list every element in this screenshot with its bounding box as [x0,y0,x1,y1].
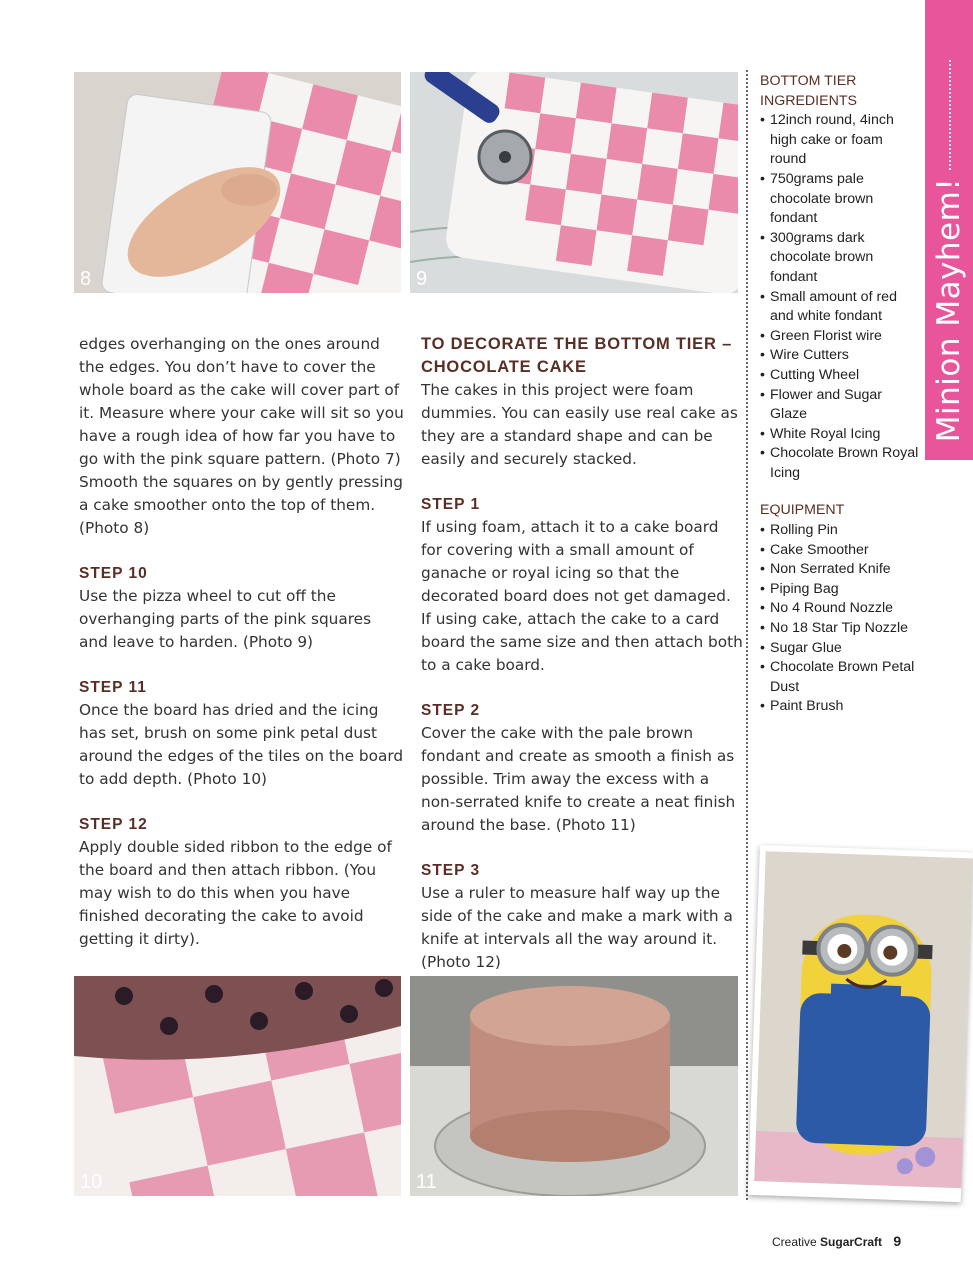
list-item: • 300grams dark chocolate brown fondant [760,229,920,288]
photo-9-illustration [410,72,738,293]
footer-brand: SugarCraft [820,1235,883,1249]
photo-number: 11 [416,1171,437,1193]
column-divider [746,70,748,1200]
list-item: • Cutting Wheel [760,366,920,386]
equipment-title: EQUIPMENT [760,502,845,519]
photo-8-smoothing-squares [74,72,401,293]
list-item: • 12inch round, 4inch high cake or foam round [760,111,920,170]
list-item: • White Royal Icing [760,425,920,445]
minion-illustration [754,851,973,1188]
step-3-text: Use a ruler to measure half way up the side of the cake and make a mark with a knife at intervals all the way around it. (Photo 12) [421,884,733,971]
step-1-text: If using foam, attach it to a cake board for covering with a small amount of ganache or royal icing so that the decorated board does not get damaged. If using cake, attach the cake to a card board the same size and then attach both to a cake board. [421,518,743,674]
photo-9-cutting-overhang [410,72,738,293]
article-column-left [79,333,404,951]
minion-photo [748,845,973,1202]
photo-10-illustration [74,976,401,1196]
section-heading: TO DECORATE THE BOTTOM TIER – CHOCOLATE CAKE [421,335,733,376]
list-item: • Piping Bag [760,580,920,600]
list-item: • Flower and Sugar Glaze [760,386,920,425]
list-item: • Rolling Pin [760,521,920,541]
tab-dotted-line [949,60,951,170]
footer-prefix: Creative [772,1235,817,1249]
ingredients-title-line-2: INGREDIENTS [760,92,857,109]
list-item: • No 4 Round Nozzle [760,599,920,619]
step-2-title: STEP 2 [421,702,481,719]
list-item: • Sugar Glue [760,639,920,659]
sidebar-ingredients [760,72,920,717]
section-tab [925,0,973,460]
list-item: • Green Florist wire [760,327,920,347]
ingredients-list [760,111,920,483]
minion-image [754,851,973,1188]
list-item: • Cake Smoother [760,541,920,561]
equipment-list [760,521,920,717]
list-item: • 750grams pale chocolate brown fondant [760,170,920,229]
step-2-text: Cover the cake with the pale brown fondant and create as smooth a finish as possible. Trim away the excess with a non-serrated knife to create a neat finish around the base. (Photo 11) [421,724,736,834]
photo-11-illustration [410,976,738,1196]
page-footer [772,1233,901,1249]
photo-11-covered-cake [410,976,738,1196]
list-item: • Wire Cutters [760,346,920,366]
list-item: • Chocolate Brown Petal Dust [760,658,920,697]
step-12-text: Apply double sided ribbon to the edge of the board and then attach ribbon. (You may wish to do this when you have finished decorating the cake to avoid getting it dirty). [79,838,392,948]
list-item: • No 18 Star Tip Nozzle [760,619,920,639]
page-number: 9 [893,1233,902,1249]
step-11-text: Once the board has dried and the icing has set, brush on some pink petal dust around the edges of the tiles on the board to add depth. (Photo 10) [79,701,404,788]
photo-number: 9 [416,268,428,290]
step-12-title: STEP 12 [79,816,148,833]
article-column-middle [421,333,743,974]
list-item: • Small amount of red and white fondant [760,288,920,327]
step-11-title: STEP 11 [79,679,147,696]
step-3-title: STEP 3 [421,862,481,879]
photo-number: 8 [80,268,92,290]
photo-number: 10 [80,1171,103,1193]
list-item: • Non Serrated Knife [760,560,920,580]
paragraph-intro: edges overhanging on the ones around the edges. You don’t have to cover the whole board as the cake will cover part of it. Measure where your cake will sit so you have a rough idea of how far you have to go with the pink square pattern. (Photo 7) Smooth the squares on by gently pressing a cake smoother onto the top of them. (Photo 8) [79,335,404,537]
list-item: • Chocolate Brown Royal Icing [760,444,920,483]
step-10-title: STEP 10 [79,565,148,582]
photo-8-illustration [74,72,401,293]
list-item: • Paint Brush [760,697,920,717]
step-10-text: Use the pizza wheel to cut off the overhanging parts of the pink squares and leave to harden. (Photo 9) [79,587,372,651]
ingredients-title-line-1: BOTTOM TIER [760,73,857,89]
paragraph-intro: The cakes in this project were foam dummies. You can easily use real cake as they are a standard shape and can be easily and securely stacked. [421,381,738,468]
tab-title: Minion Mayhem! [931,177,967,443]
step-1-title: STEP 1 [421,496,481,513]
photo-10-petal-dust-tiles [74,976,401,1196]
